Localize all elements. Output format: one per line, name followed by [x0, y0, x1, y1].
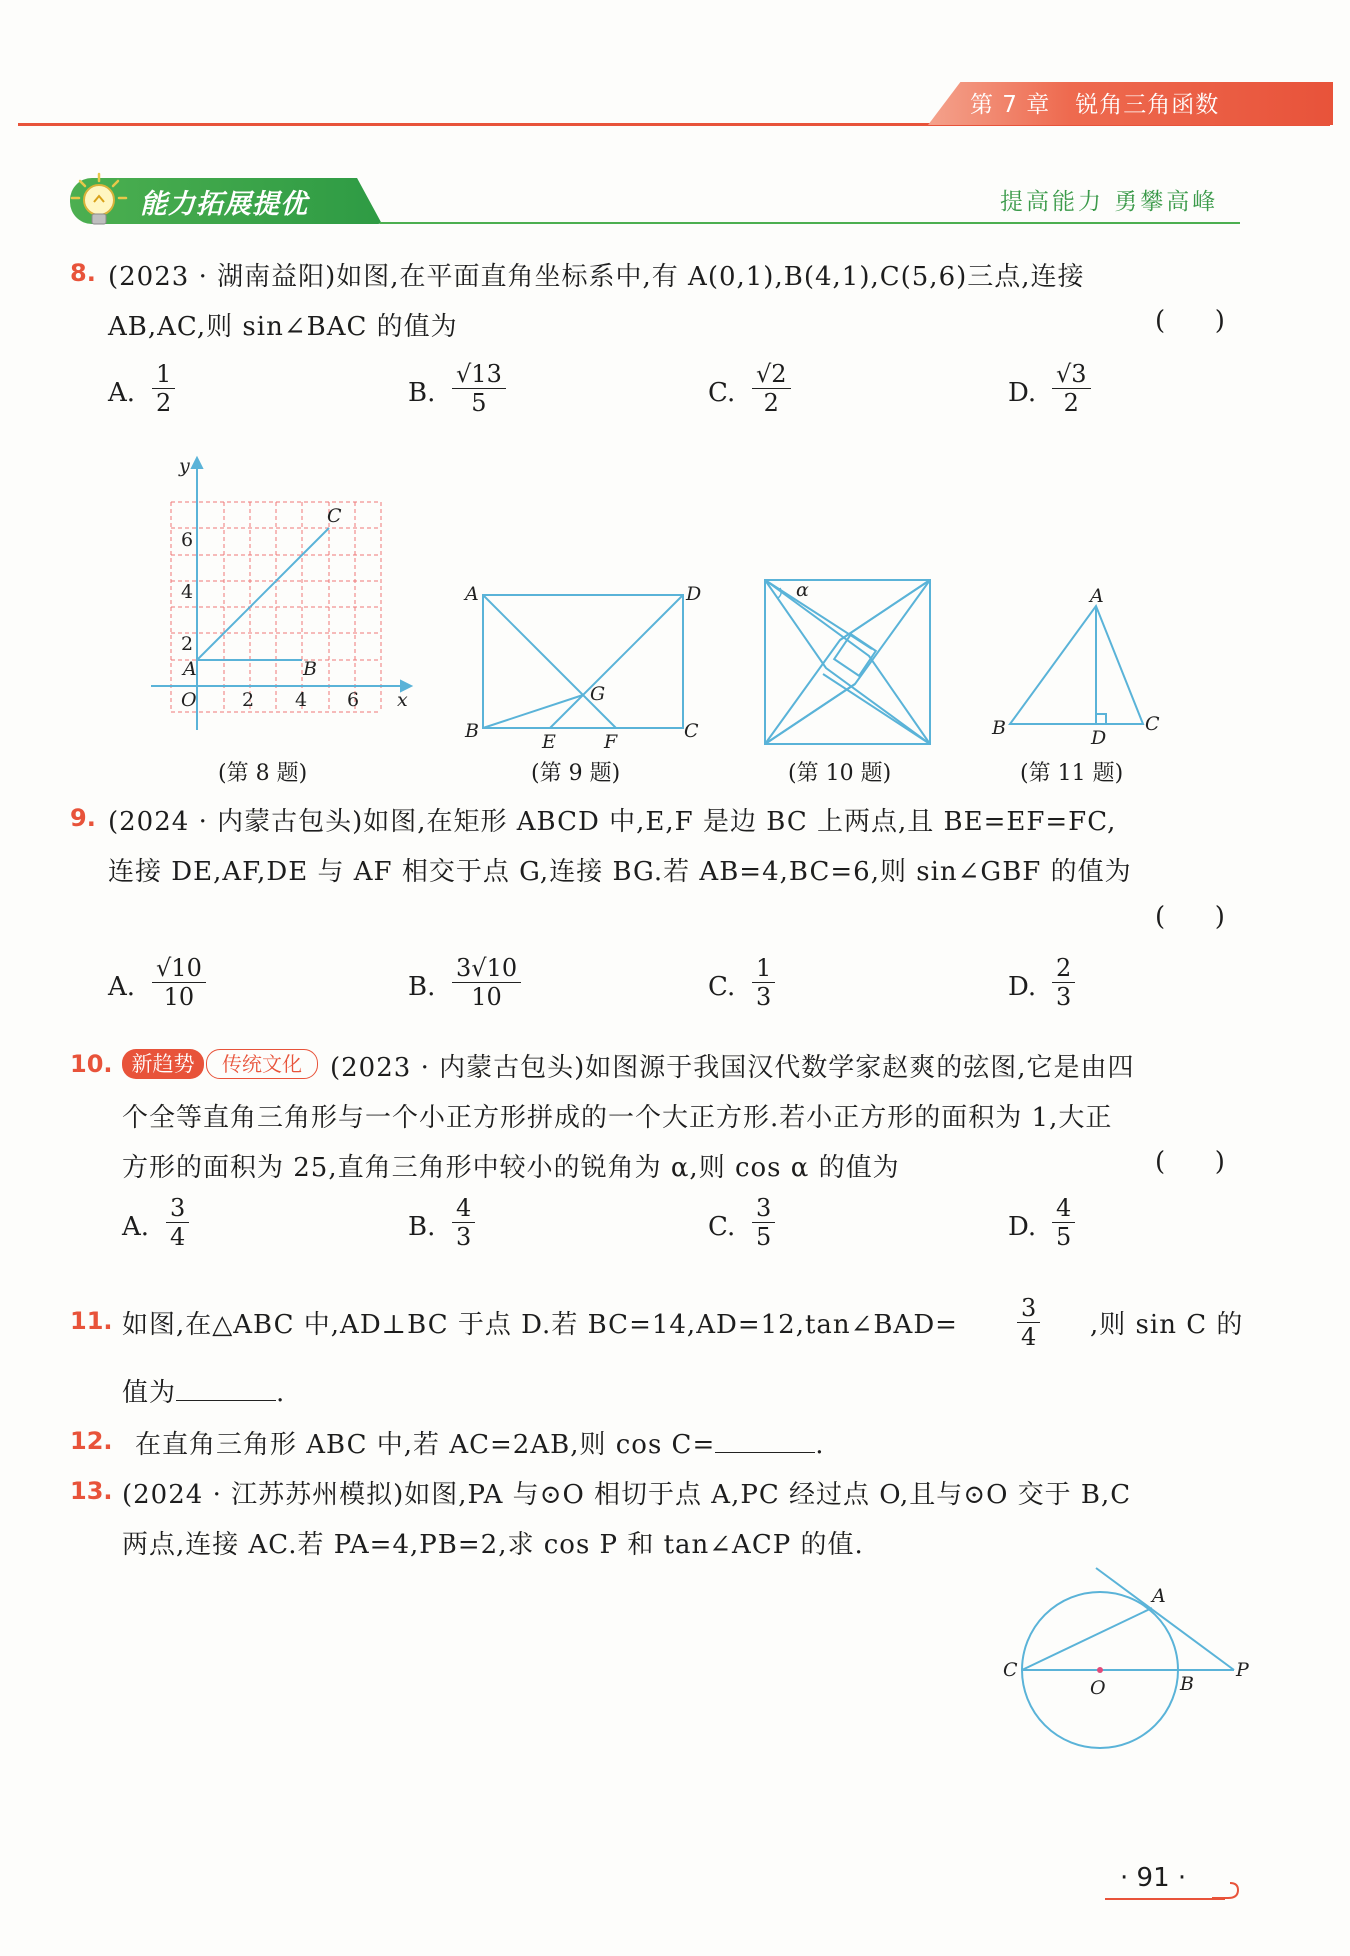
page-number: · 91 ·	[1120, 1863, 1187, 1893]
fraction	[1052, 360, 1091, 417]
question-text: 如图,在△ABC 中,AD⊥BC 于点 D.若 BC=14,AD=12,tan∠BAD=	[122, 1310, 958, 1340]
answer-paren: ( )	[1155, 1147, 1225, 1177]
denominator: 2	[1063, 389, 1079, 417]
option-letter: D.	[1008, 378, 1037, 408]
answer-blank[interactable]	[176, 1378, 276, 1401]
label-c: C	[684, 720, 699, 742]
question-text: (2024 · 内蒙古包头)如图,在矩形 ABCD 中,E,F 是边 BC 上两点,且 BE=EF=FC,	[108, 807, 1117, 837]
figure-8-coordinate-grid	[145, 450, 425, 735]
label-b: B	[303, 658, 317, 680]
figure-caption: (第 10 题)	[788, 761, 892, 786]
section-title: 能力拓展提优	[140, 189, 308, 220]
answer-blank[interactable]	[715, 1430, 815, 1453]
numerator: 1	[752, 954, 775, 983]
label-a: A	[1152, 1585, 1166, 1607]
tick-y: 6	[181, 529, 194, 551]
question-number: 12.	[70, 1427, 113, 1455]
fraction	[1052, 1194, 1075, 1251]
label-d: D	[1091, 727, 1107, 749]
label-a: A	[1090, 585, 1104, 607]
question-text: 连接 DE,AF,DE 与 AF 相交于点 G,连接 BG.若 AB=4,BC=6,则 sin∠GBF 的值为	[108, 857, 1132, 887]
denominator: 3	[756, 983, 772, 1011]
denominator: 2	[156, 389, 172, 417]
fraction	[452, 360, 506, 417]
option-letter: D.	[1008, 1212, 1037, 1242]
label-b: B	[992, 717, 1006, 739]
fraction	[752, 954, 775, 1011]
fraction	[152, 954, 206, 1011]
question-text: (2024 · 江苏苏州模拟)如图,PA 与⊙O 相切于点 A,PC 经过点 O,且与⊙O 交于 B,C	[122, 1480, 1132, 1510]
denominator: 10	[163, 983, 195, 1011]
label-o: O	[1090, 1677, 1106, 1699]
numerator: 3	[166, 1194, 189, 1223]
denominator: 2	[763, 389, 779, 417]
question-text: 值为	[122, 1378, 177, 1408]
option-letter: C.	[708, 378, 736, 408]
tick-x: 2	[242, 689, 255, 711]
label-p: P	[1236, 1659, 1249, 1681]
label-y: y	[179, 455, 190, 477]
denominator: 5	[471, 389, 487, 417]
fraction	[152, 360, 175, 417]
question-number: 13.	[70, 1477, 113, 1505]
question-text: 两点,连接 AC.若 PA=4,PB=2,求 cos P 和 tan∠ACP 的值.	[122, 1530, 864, 1560]
numerator: √2	[752, 360, 791, 389]
label-f: F	[604, 731, 618, 753]
question-text	[135, 1424, 825, 1461]
question-text: 方形的面积为 25,直角三角形中较小的锐角为 α,则 cos α 的值为	[122, 1153, 900, 1183]
option-letter: A.	[108, 378, 136, 408]
punctuation: .	[276, 1378, 286, 1408]
answer-paren: ( )	[1155, 902, 1225, 932]
question-text: ,则 sin C 的	[1090, 1310, 1244, 1340]
numerator: 1	[152, 360, 175, 389]
label-alpha: α	[796, 579, 809, 601]
lightbulb-icon	[68, 172, 130, 232]
label-g: G	[590, 683, 606, 705]
page-number-rule	[1105, 1898, 1225, 1900]
option-letter: B.	[408, 972, 436, 1002]
figure-9-rectangle	[460, 580, 720, 753]
numerator: 4	[452, 1194, 475, 1223]
numerator: 4	[1052, 1194, 1075, 1223]
option-letter: C.	[708, 1212, 736, 1242]
label-c: C	[1145, 713, 1160, 735]
numerator: √3	[1052, 360, 1091, 389]
culture-badge: 传统文化	[206, 1049, 318, 1079]
label-a: A	[465, 583, 479, 605]
question-text: (2023 · 湖南益阳)如图,在平面直角坐标系中,有 A(0,1),B(4,1),C(5,6)三点,连接	[108, 262, 1085, 292]
figure-11-triangle	[985, 585, 1165, 749]
label-c: C	[1003, 1659, 1018, 1681]
option-letter: C.	[708, 972, 736, 1002]
fraction	[752, 1194, 775, 1251]
question-text: 在直角三角形 ABC 中,若 AC=2AB,则 cos C=	[135, 1430, 716, 1460]
tick-y: 4	[181, 581, 194, 603]
question-number: 8.	[70, 259, 96, 287]
question-text	[122, 1372, 285, 1409]
question-number: 10.	[70, 1050, 113, 1078]
answer-paren: ( )	[1155, 306, 1225, 336]
label-x: x	[397, 689, 408, 711]
question-number: 9.	[70, 804, 96, 832]
question-number: 11.	[70, 1307, 113, 1335]
option-letter: B.	[408, 1212, 436, 1242]
page-curl-icon	[1210, 1880, 1240, 1904]
numerator: √13	[452, 360, 506, 389]
fraction	[752, 360, 791, 417]
label-b: B	[465, 720, 479, 742]
label-c: C	[327, 505, 342, 527]
figure-13-circle-tangent	[1000, 1560, 1260, 1760]
option-letter: A.	[122, 1212, 150, 1242]
question-text: AB,AC,则 sin∠BAC 的值为	[108, 312, 458, 342]
label-d: D	[686, 583, 702, 605]
denominator: 3	[456, 1223, 472, 1251]
denominator: 4	[1021, 1323, 1037, 1351]
option-letter: D.	[1008, 972, 1037, 1002]
figure-caption: (第 9 题)	[531, 761, 621, 786]
fraction	[452, 954, 521, 1011]
numerator: 2	[1052, 954, 1075, 983]
numerator: √10	[152, 954, 206, 983]
fraction	[1017, 1294, 1040, 1351]
figure-10-string-diagram	[760, 578, 935, 746]
chapter-title: 第 7 章 锐角三角函数	[970, 92, 1220, 118]
fraction	[166, 1194, 189, 1251]
label-a: A	[183, 658, 197, 680]
section-underline	[380, 222, 1240, 224]
punctuation: .	[815, 1430, 825, 1460]
label-b: B	[1180, 1673, 1194, 1695]
fraction	[1052, 954, 1075, 1011]
denominator: 3	[1056, 983, 1072, 1011]
trend-badge: 新趋势	[122, 1049, 204, 1079]
numerator: 3√10	[452, 954, 521, 983]
label-e: E	[542, 731, 556, 753]
denominator: 10	[471, 983, 502, 1011]
tick-x: 4	[295, 689, 308, 711]
tick-x: 6	[347, 689, 360, 711]
fraction	[452, 1194, 475, 1251]
denominator: 5	[1056, 1223, 1072, 1251]
numerator: 3	[752, 1194, 775, 1223]
option-letter: B.	[408, 378, 436, 408]
figure-caption: (第 8 题)	[218, 761, 308, 786]
question-text: (2023 · 内蒙古包头)如图源于我国汉代数学家赵爽的弦图,它是由四	[330, 1053, 1135, 1083]
option-letter: A.	[108, 972, 136, 1002]
section-slogan: 提高能力 勇攀高峰	[1000, 189, 1219, 215]
label-origin: O	[181, 689, 197, 711]
denominator: 4	[170, 1223, 186, 1251]
numerator: 3	[1017, 1294, 1040, 1323]
denominator: 5	[756, 1223, 772, 1251]
figure-caption: (第 11 题)	[1020, 761, 1124, 786]
question-text: 个全等直角三角形与一个小正方形拼成的一个大正方形.若小正方形的面积为 1,大正	[122, 1103, 1113, 1133]
tick-y: 2	[181, 633, 194, 655]
